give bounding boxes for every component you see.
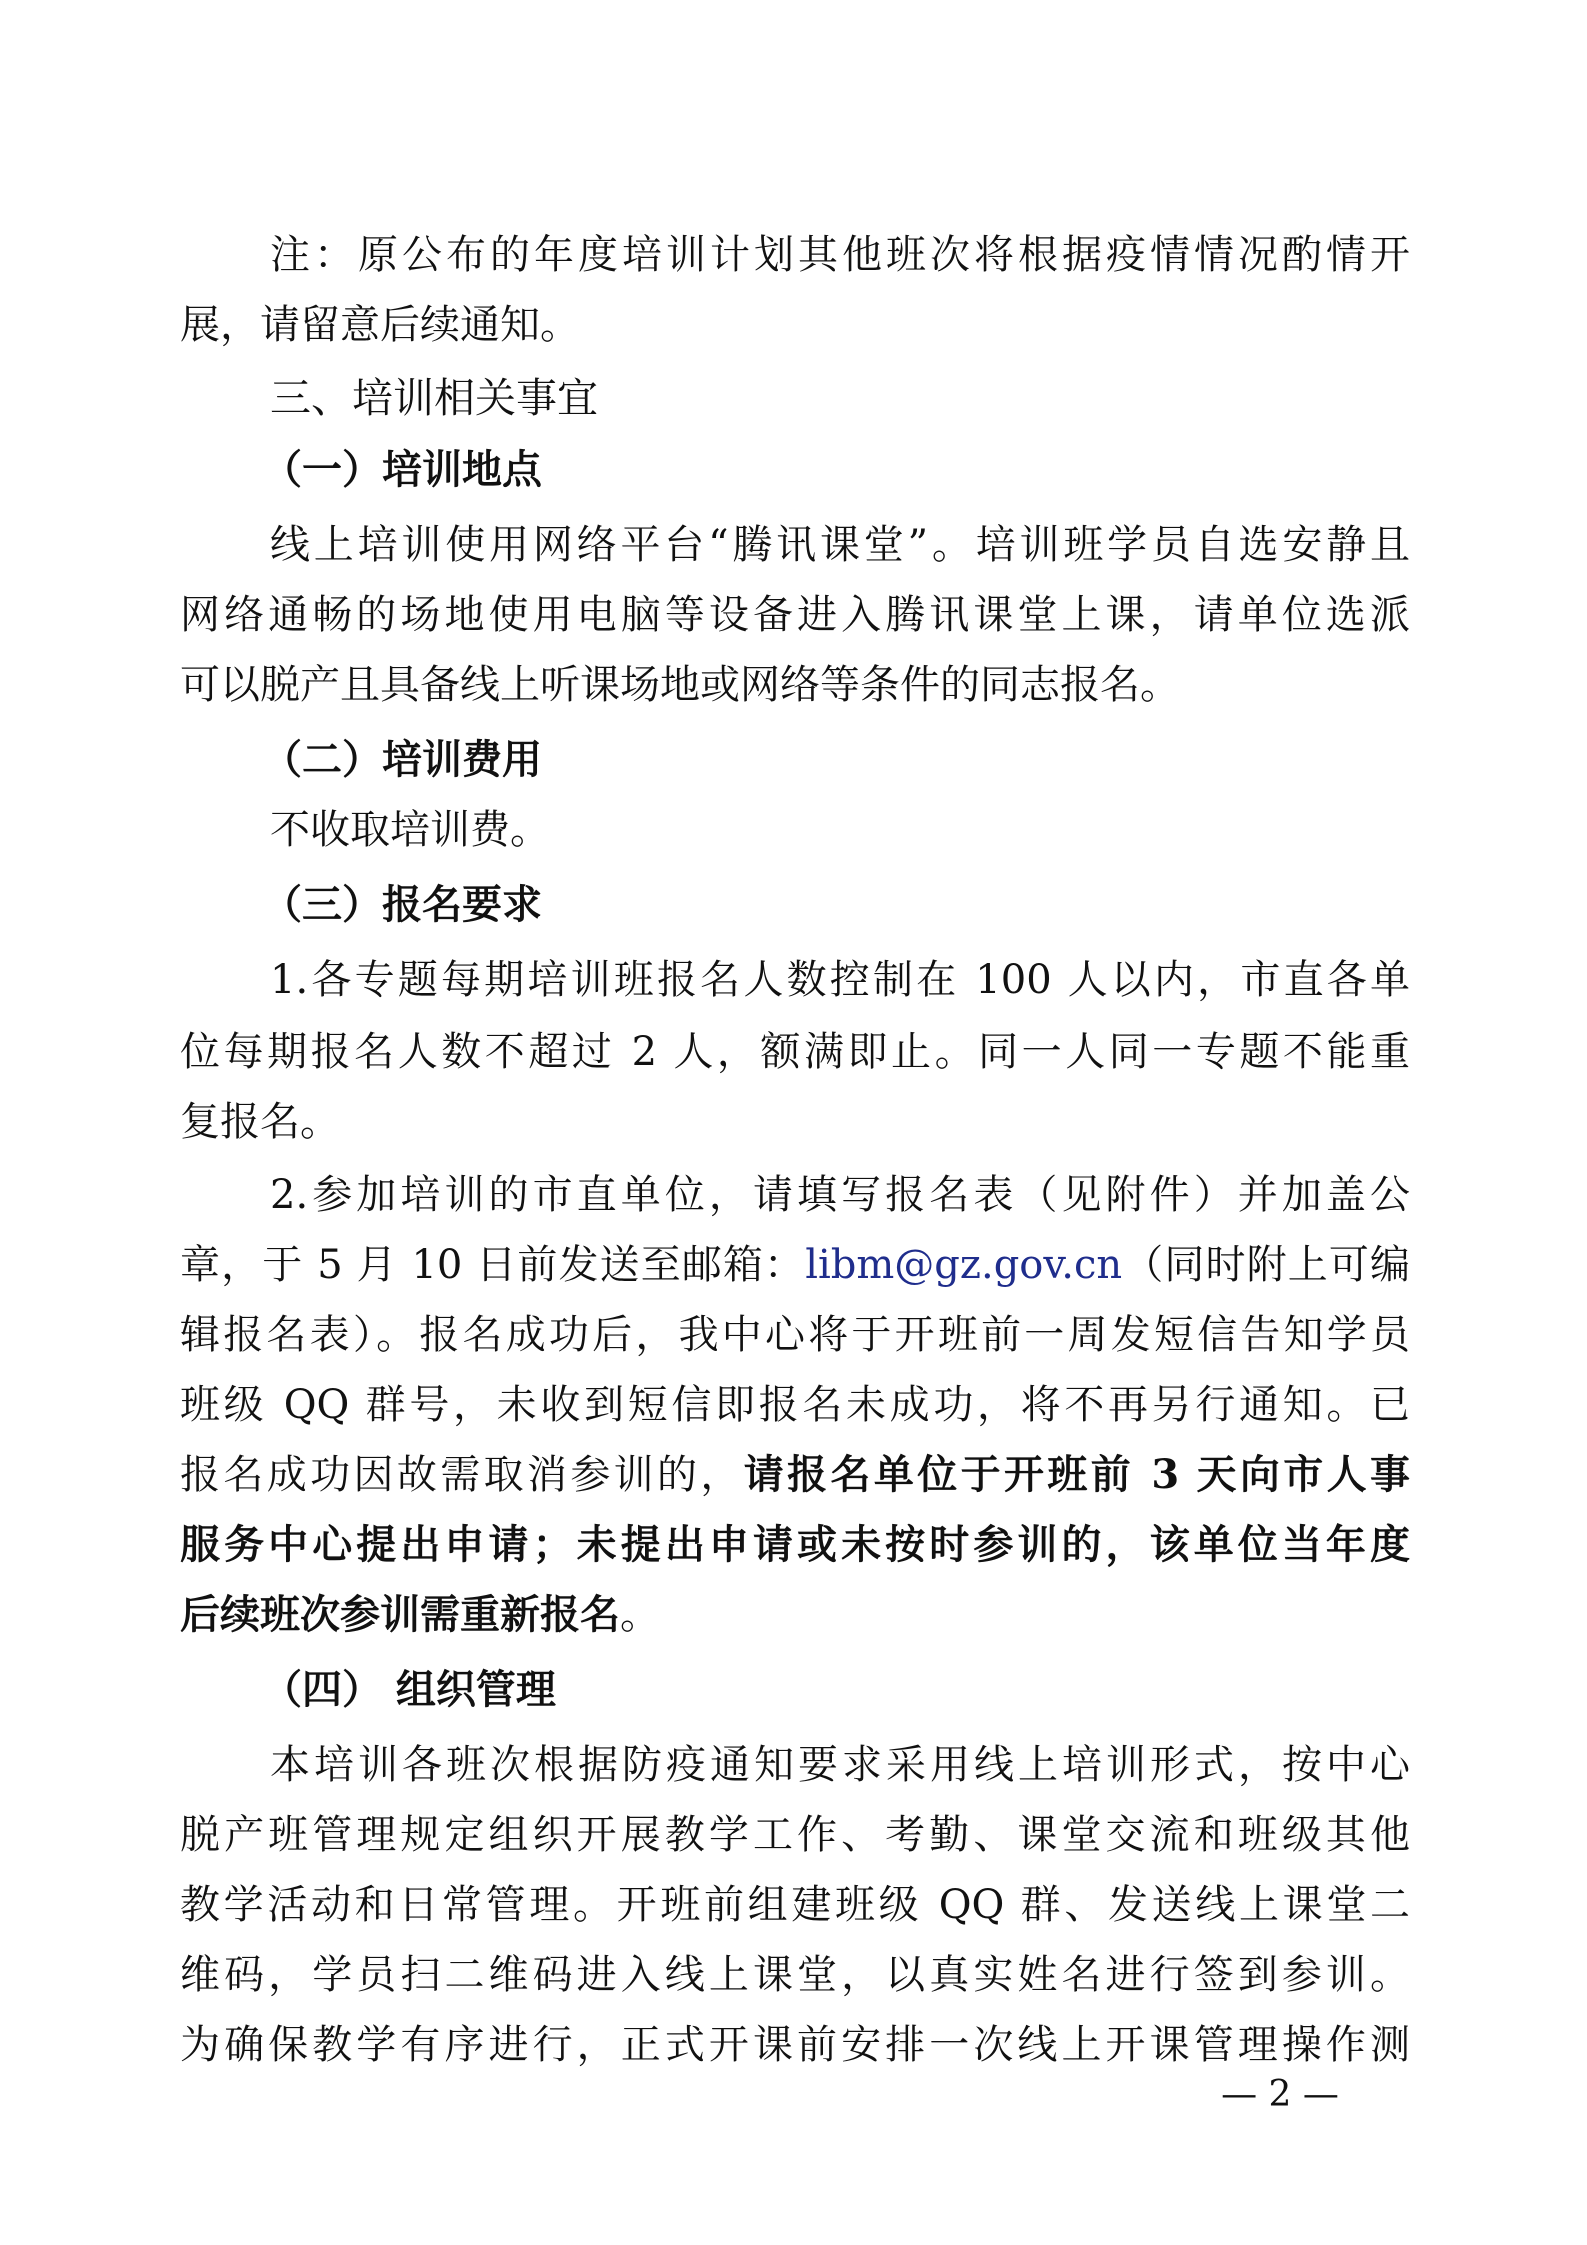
item-2-line-6: 服务中心提出申请；未提出申请或未按时参训的，该单位当年度: [180, 1521, 1410, 1568]
subsection-4-line-5: 为确保教学有序进行，正式开课前安排一次线上开课管理操作测: [180, 2022, 1410, 2068]
item-1-line-1: 1.各专题每期培训班报名人数控制在 100 人以内，市直各单: [270, 957, 1410, 1003]
item-2-line-7-emphasis: 后续班次参训需重新报名: [180, 1591, 620, 1638]
item-2-line-7-end: 。: [620, 1592, 660, 1638]
item-2-line-1: 2.参加培训的市直单位，请填写报名表（见附件）并加盖公: [270, 1172, 1410, 1218]
subsection-4-line-2: 脱产班管理规定组织开展教学工作、考勤、课堂交流和班级其他: [180, 1812, 1410, 1858]
subsection-4-line-1: 本培训各班次根据防疫通知要求采用线上培训形式，按中心: [270, 1742, 1410, 1788]
item-2-line-5-emphasis: 请报名单位于开班前 3 天向市人事: [743, 1451, 1411, 1498]
email-link[interactable]: libm@gz.gov.cn: [805, 1242, 1123, 1288]
note-line-1: 注：原公布的年度培训计划其他班次将根据疫情情况酌情开: [270, 232, 1410, 278]
item-2-line-4: 班级 QQ 群号，未收到短信即报名未成功，将不再另行通知。已: [180, 1382, 1410, 1428]
subsection-1-line-1: 线上培训使用网络平台“腾讯课堂”。培训班学员自选安静且: [270, 522, 1410, 568]
section-3-heading: 三、培训相关事宜: [270, 374, 598, 422]
subsection-4-heading: （四） 组织管理: [262, 1666, 556, 1713]
item-1-line-3: 复报名。: [180, 1099, 340, 1145]
note-line-2: 展，请留意后续通知。: [180, 302, 580, 348]
item-2-line-5: [180, 1445, 1410, 1505]
subsection-1-heading: （一）培训地点: [262, 446, 542, 493]
item-2-line-2: [180, 1235, 1410, 1295]
subsection-1-line-3: 可以脱产且具备线上听课场地或网络等条件的同志报名。: [180, 662, 1180, 708]
item-1-line-2: 位每期报名人数不超过 2 人，额满即止。同一人同一专题不能重: [180, 1029, 1410, 1075]
item-2-line-5-text: 报名成功因故需取消参训的，: [180, 1452, 744, 1498]
subsection-3-heading: （三）报名要求: [262, 881, 542, 928]
subsection-2-heading: （二）培训费用: [262, 736, 542, 783]
item-2-line-7: [180, 1585, 1410, 1645]
item-2-line-2-tail: （同时附上可编: [1122, 1242, 1410, 1288]
subsection-4-line-3: 教学活动和日常管理。开班前组建班级 QQ 群、发送线上课堂二: [180, 1882, 1410, 1928]
item-2-line-2-text: 章，于 5 月 10 日前发送至邮箱：: [180, 1242, 806, 1288]
subsection-2-body: 不收取培训费。: [270, 807, 550, 853]
subsection-1-line-2: 网络通畅的场地使用电脑等设备进入腾讯课堂上课，请单位选派: [180, 592, 1410, 638]
page-number: — 2 —: [1221, 2074, 1339, 2115]
subsection-4-line-4: 维码，学员扫二维码进入线上课堂，以真实姓名进行签到参训。: [180, 1952, 1410, 1998]
item-2-line-3: 辑报名表）。报名成功后，我中心将于开班前一周发短信告知学员: [180, 1312, 1410, 1358]
